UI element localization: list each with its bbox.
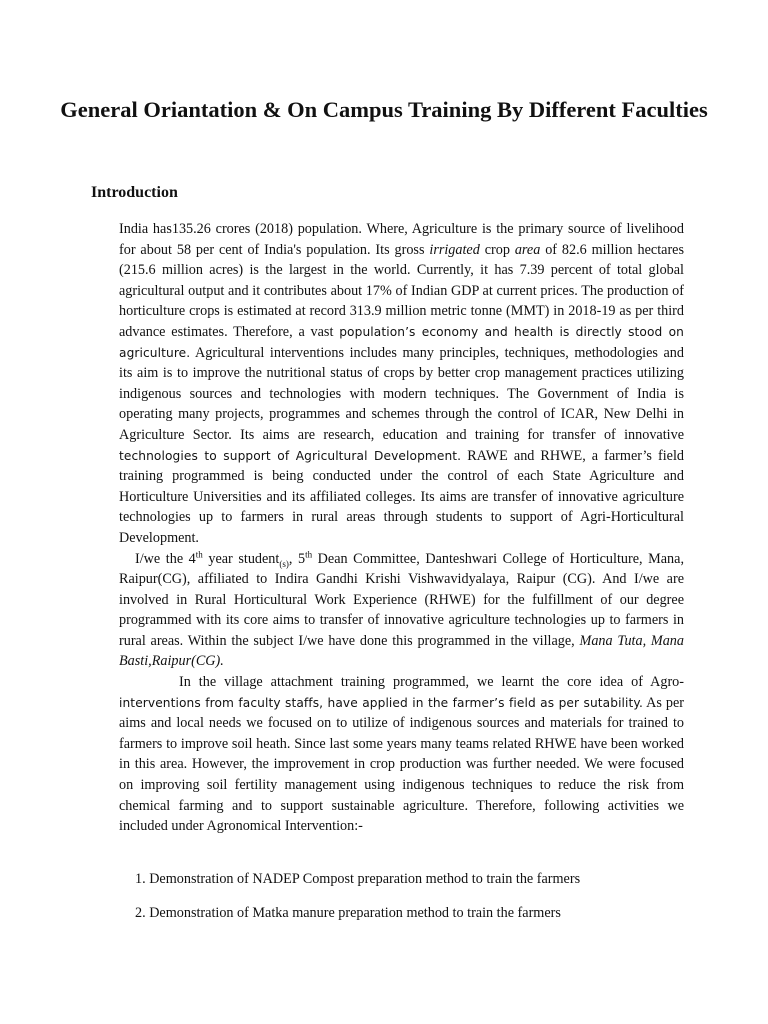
p2-sup-2: th (305, 548, 313, 559)
p2-text-4: Dean Committee, Danteshwari College of Horticulture, Mana, Raipur(CG), affiliated to Indira Gandhi Krishi Vishwavidyalaya, Raipur (CG). And I/we are involved in Rural Horticultural Work Experience (RHWE) for the fulfillment of our degree programmed with its core aims to transfer of innovative agriculture technologies up to farmers in rural areas. Within the subject I/we have done this programmed in the village, (119, 550, 684, 649)
p1-text-1: India has135.26 crores (2018) population. Where, Agriculture is the primary source of livelihood for about 58 per cent of India's population. Its gross (119, 221, 684, 258)
p1-italic-irrigated: irrigated (429, 241, 480, 258)
list-item: 2. Demonstration of Matka manure preparation method to train the farmers (135, 905, 561, 921)
p1-text-5: of 82.6 million hectares (215.6 million acres) is the largest in the world. Currently, it has 7.39 percent of total global agricultural output and it contributes about 17% of Indian GDP at current prices. The production of horticulture crops is estimated at record 313.9 million metric tonne (MMT) in 2018-19 as per third advance estimates. Therefore, a vast (119, 241, 684, 340)
p1-text-7: Agricultural interventions includes many principles, techniques, methodologies and its aim is to improve the nutritional status of crops by better crop management practices utilizing indigenous sources and technologies with modern techniques. The Government of India is operating many projects, programmes and schemes through the control of ICAR, New Delhi in Agriculture Sector. Its aims are research, education and training for transfer of innovative (119, 344, 684, 443)
p2-text-2: year student (202, 550, 280, 567)
p3-sans-text-2: interventions from faculty staffs, have applied in the farmer’s field as per sutability. (119, 695, 643, 710)
section-heading: Introduction (91, 184, 178, 201)
p2-italic-village: Mana Tuta, Mana Basti,Raipur(CG). (119, 632, 684, 670)
p3-text-1: In the village attachment training programmed, we learnt the core idea of Agro- (179, 674, 684, 691)
p1-sans-text-6: population’s economy and health is directly stood on agriculture. (119, 324, 685, 360)
p1-text-9: RAWE and RHWE, a farmer’s field training programmed is being conducted under the control of each State Agriculture and Horticulture Universities and its affiliated colleges. Its aims are transfer of innovative agriculture technologies up to farmers in rural areas through students to support of Agri-Horticultural Development. (119, 447, 685, 546)
p1-sans-text-8: technologies to support of Agricultural Development. (119, 448, 462, 463)
p2-text-3: , 5 (288, 550, 306, 567)
paragraph-2 (119, 549, 684, 673)
p1-italic-area: area (514, 241, 541, 258)
p2-text-1: I/we the 4 (135, 550, 196, 567)
p3-text-3: As per aims and local needs we focused on to utilize of indigenous sources and materials for trained to farmers to improve soil heath. Since last some years many teams related RHWE have been worked in this area. However, the improvement in crop production was further needed. We were focused on improving soil fertility management using indigenous techniques to reduce the risk from chemical farming and to support sustainable agriculture. Therefore, following activities we included under Agronomical Intervention:- (119, 694, 684, 835)
paragraph-1 (119, 219, 684, 549)
intervention-list (135, 869, 695, 937)
document-title: General Oriantation & On Campus Training By Different Faculties (60, 97, 708, 122)
p1-text-3: crop (479, 241, 515, 258)
body-text (119, 219, 684, 837)
p2-sup-1: th (195, 548, 203, 559)
paragraph-3 (119, 672, 684, 837)
list-item: 1. Demonstration of NADEP Compost preparation method to train the farmers (135, 871, 581, 887)
p2-sub-1: (s) (279, 558, 289, 569)
